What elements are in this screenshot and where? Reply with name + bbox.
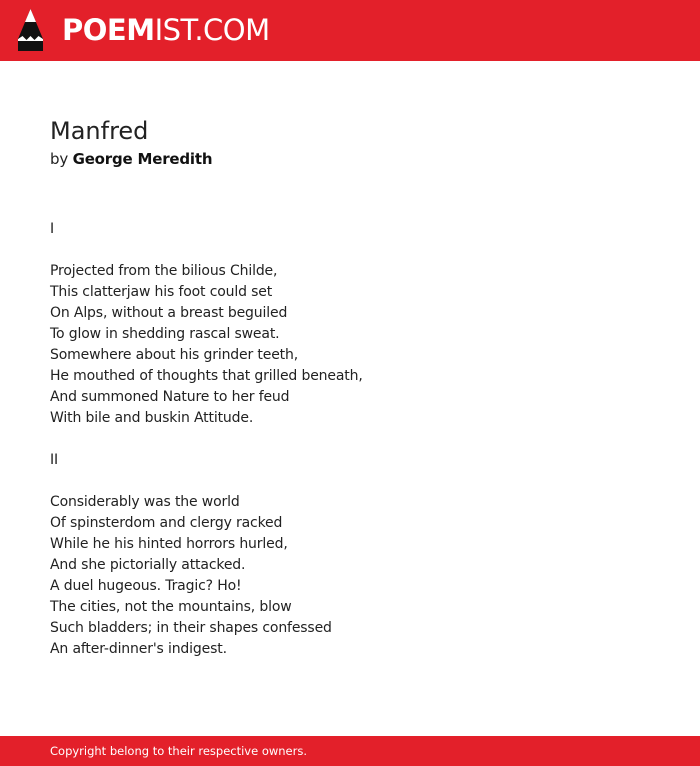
poem-title: Manfred (50, 117, 149, 145)
logo-text-light: IST.COM (154, 13, 270, 47)
poem-line: While he his hinted horrors hurled, (50, 536, 288, 552)
poem-line: I (50, 221, 54, 237)
poem-line: And she pictorially attacked. (50, 557, 246, 573)
poem-line (50, 471, 650, 492)
author-name: George Meredith (72, 150, 213, 168)
poem-line: And summoned Nature to her feud (50, 389, 290, 405)
byline (50, 149, 212, 169)
poem-line (50, 429, 650, 450)
poem-line: He mouthed of thoughts that grilled beneath, (50, 368, 363, 384)
byline-label: by (50, 150, 68, 168)
poem-line: On Alps, without a breast beguiled (50, 305, 288, 321)
poem-line: Of spinsterdom and clergy racked (50, 515, 283, 531)
poem-line: An after-dinner's indigest. (50, 641, 227, 657)
copyright-notice: Copyright belong to their respective owners. (50, 744, 308, 758)
poem-line: A duel hugeous. Tragic? Ho! (50, 578, 242, 594)
poem-line: Projected from the bilious Childe, (50, 263, 278, 279)
poem-line: This clatterjaw his foot could set (50, 284, 273, 300)
site-header (0, 0, 700, 61)
poem-line (50, 240, 650, 261)
poem-line: Such bladders; in their shapes confessed (50, 620, 332, 636)
poem-line: To glow in shedding rascal sweat. (50, 326, 280, 342)
poem-line: The cities, not the mountains, blow (50, 599, 292, 615)
poem-line: With bile and buskin Attitude. (50, 410, 254, 426)
poem-body (50, 219, 650, 660)
site-footer (0, 736, 700, 766)
pencil-tip-icon[interactable] (17, 9, 44, 51)
logo-text-bold: POEM (62, 13, 155, 47)
poem-line: Somewhere about his grinder teeth, (50, 347, 299, 363)
poem-line: II (50, 452, 58, 468)
poem-line: Considerably was the world (50, 494, 240, 510)
site-logo-link[interactable] (62, 13, 270, 47)
